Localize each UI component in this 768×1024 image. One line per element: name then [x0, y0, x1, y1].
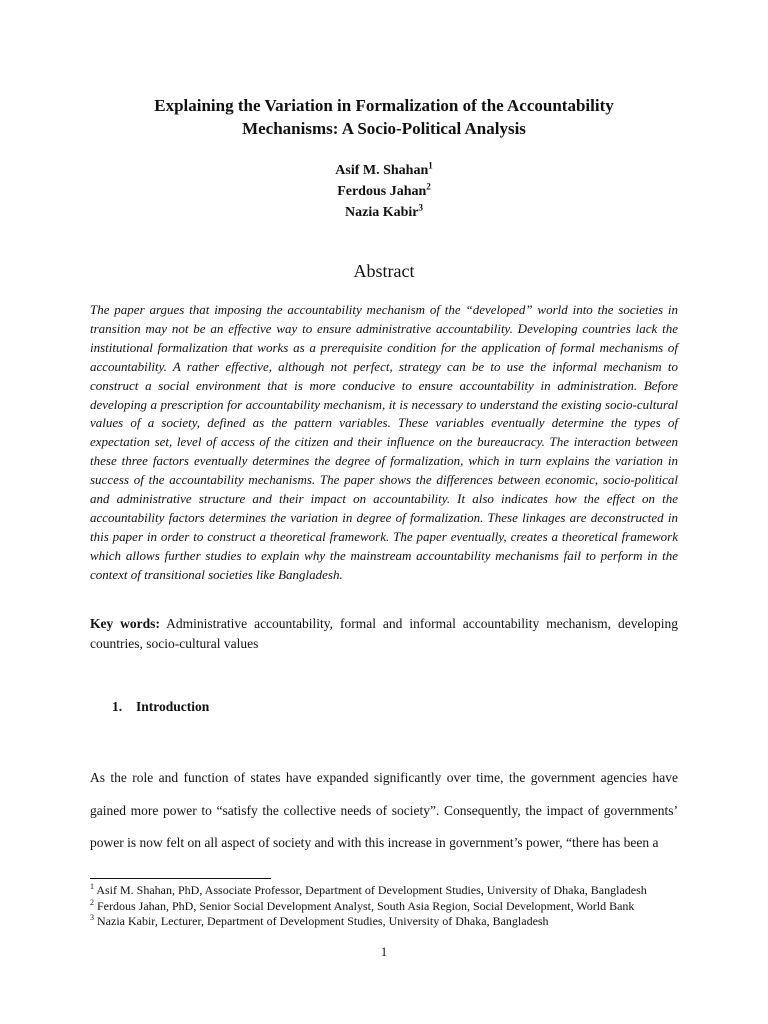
footnotes: [90, 883, 690, 930]
footnote-text: Nazia Kabir, Lecturer, Department of Development Studies, University of Dhaka, Bangladesh: [97, 914, 549, 928]
footnote-mark: 2: [90, 897, 94, 907]
author: [90, 160, 678, 181]
body-paragraph: As the role and function of states have expanded significantly over time, the government agencies have gained more power to “satisfy the collective needs of society”. Consequently, the impact of governments’ power is now felt on all aspect of society and with this increase in government’s power, “there has been a: [90, 770, 678, 850]
keywords-text: Administrative accountability, formal and informal accountability mechanism, developing countries, socio-cultural values: [90, 616, 678, 651]
abstract-text: The paper argues that imposing the accountability mechanism of the “developed” world into the societies in transition may not be an effective way to ensure administrative accountability. Developing countries lack the institutional formalization that works as a prerequisite condition for the application of formal mechanisms of accountability. A rather effective, although not perfect, strategy can be to use the informal mechanism to construct a social environment that is more conducive to ensure accountability in administration. Before developing a prescription for accountability mechanism, it is necessary to understand the existing socio-cultural values of a society, defined as the pattern variables. These variables eventually determine the types of expectation set, level of access of the citizen and their influence on the bureaucracy. The interaction between these three factors eventually determines the degree of formalization, which in turn explains the variation in success of the accountability mechanisms. The paper shows the differences between economic, socio-political and administrative structure and their impact on accountability. It also indicates how the effect on the accountability factors determines the variation in degree of formalization. These linkages are deconstructed in this paper in order to construct a theoretical framework. The paper eventually, creates a theoretical framework which allows further studies to explain why the mainstream accountability mechanisms fail to perform in the context of transitional societies like Bangladesh.: [90, 302, 678, 582]
author-list: [90, 160, 678, 223]
footnote: [90, 883, 690, 899]
abstract-heading: Abstract: [353, 261, 415, 281]
section-title: Introduction: [136, 699, 210, 714]
footnote-text: Asif M. Shahan, PhD, Associate Professor, Department of Development Studies, University of Dhaka, Bangladesh: [96, 883, 647, 897]
footnote: [90, 899, 690, 915]
footnote-mark: 3: [418, 202, 423, 213]
footnote-mark: 2: [426, 181, 431, 192]
footnote-text: Ferdous Jahan, PhD, Senior Social Development Analyst, South Asia Region, Social Development, World Bank: [97, 898, 635, 913]
keywords: [90, 614, 678, 654]
author-name: Nazia Kabir: [345, 205, 419, 220]
footnote-divider: [90, 878, 271, 879]
section-number: 1.: [112, 699, 123, 714]
author-name: Ferdous Jahan: [337, 184, 427, 199]
footnote: [90, 914, 690, 930]
author: [90, 202, 678, 223]
keywords-label: Key words:: [90, 616, 160, 631]
footnote-mark: 1: [90, 882, 94, 891]
footnote-mark: 3: [90, 913, 94, 922]
paper-title-line-2: Mechanisms: A Socio-Political Analysis: [242, 119, 526, 138]
author-name: Asif M. Shahan: [335, 163, 429, 178]
paper-title-line-1: Explaining the Variation in Formalization of the Accountability: [154, 96, 614, 115]
footnote-mark: 1: [428, 160, 433, 171]
section-heading: [112, 697, 209, 717]
author: [90, 181, 678, 202]
paper-title: [90, 94, 678, 140]
page-number: 1: [380, 945, 388, 959]
